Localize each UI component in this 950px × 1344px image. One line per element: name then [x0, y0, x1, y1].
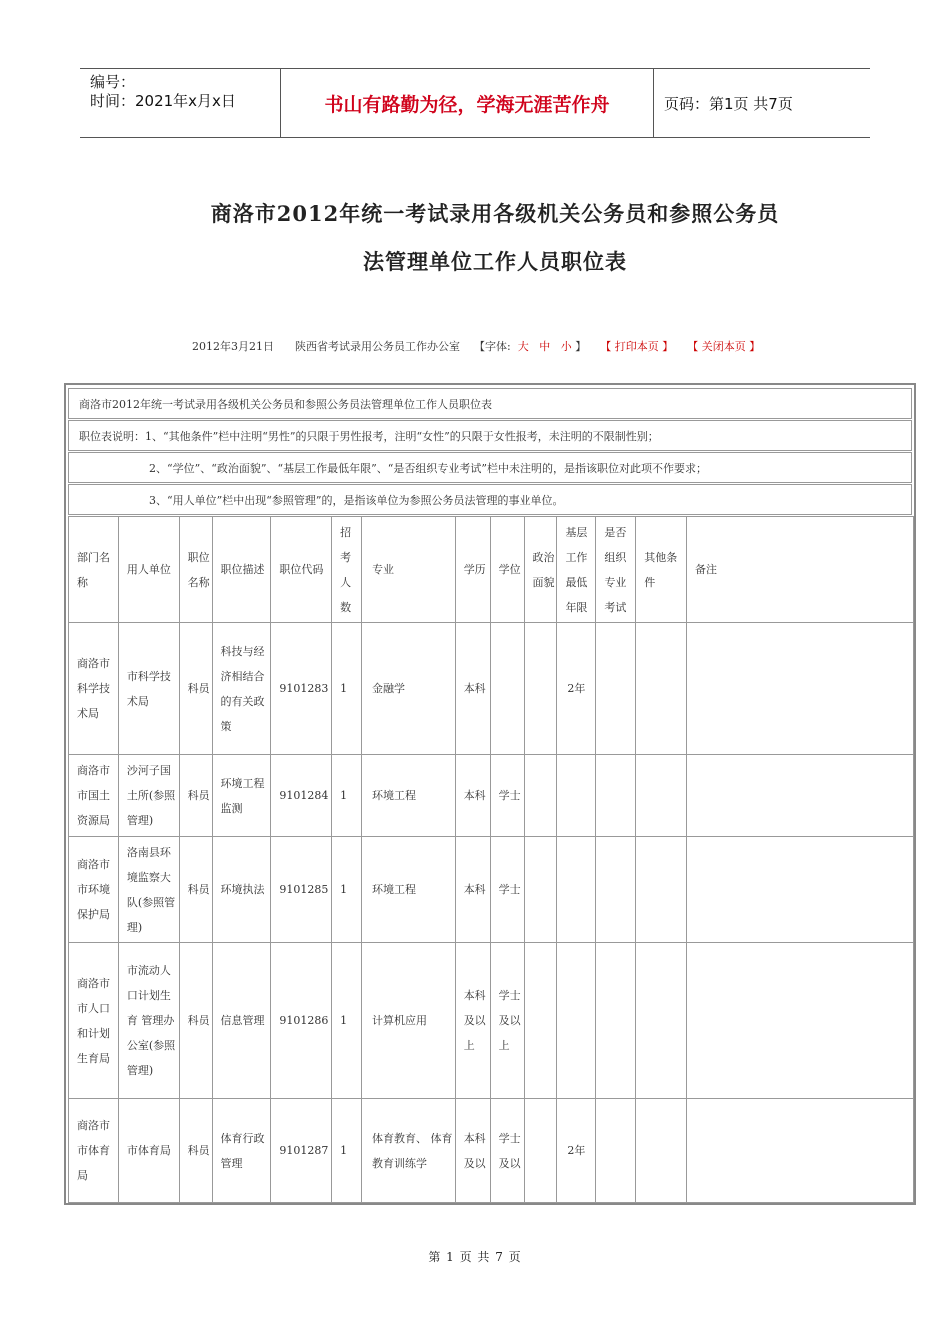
cell-major: 计算机应用 [362, 943, 456, 1099]
cell-edu: 本科 [455, 755, 490, 837]
cell-edu: 本科及以上 [455, 943, 490, 1099]
header-row [69, 517, 914, 623]
cell-desc: 体育行政管理 [212, 1099, 271, 1203]
col-header: 专业 [362, 517, 456, 623]
cell-unit: 市科学技术局 [118, 623, 179, 755]
cell-num: 1 [332, 755, 362, 837]
table-row [69, 943, 914, 1099]
cell-years [557, 837, 596, 943]
col-header: 职位代码 [271, 517, 332, 623]
cell-unit: 沙河子国土所(参照管理) [118, 755, 179, 837]
col-header: 职位描述 [212, 517, 271, 623]
cell-unit: 市体育局 [118, 1099, 179, 1203]
cell-years: 2年 [557, 623, 596, 755]
page-footer: 第 1 页 共 7 页 [428, 1250, 522, 1264]
cell-politics [524, 755, 557, 837]
table-row [69, 755, 914, 837]
col-header: 职位名称 [179, 517, 212, 623]
col-header: 用人单位 [118, 517, 179, 623]
table-note-2: 2、“学位”、“政治面貌”、“基层工作最低年限”、“是否组织专业考试”栏中未注明的，是指该职位对此项不作要求； [68, 452, 912, 483]
col-header: 学位 [490, 517, 524, 623]
cell-note [687, 755, 914, 837]
cell-note [687, 623, 914, 755]
cell-degree: 学士及以 [490, 1099, 524, 1203]
cell-desc: 信息管理 [212, 943, 271, 1099]
font-size-suffix: 】 [575, 340, 587, 353]
cell-code: 9101283 [271, 623, 332, 755]
document-header [80, 68, 870, 138]
cell-post: 科员 [179, 943, 212, 1099]
table-note-1: 职位表说明：1、“其他条件”栏中注明“男性”的只限于男性报考，注明“女性”的只限于女性报考，未注明的不限制性别； [68, 420, 912, 451]
cell-dept: 商洛市市人口和计划生育局 [69, 943, 119, 1099]
position-table [64, 383, 916, 1205]
table-row [69, 837, 914, 943]
number-label: 编号： [90, 73, 136, 91]
page-title-line2: 法管理单位工作人员职位表 [363, 249, 627, 274]
cell-code: 9101287 [271, 1099, 332, 1203]
col-header: 其他条件 [636, 517, 687, 623]
cell-code: 9101284 [271, 755, 332, 837]
cell-dept: 商洛市市国土资源局 [69, 755, 119, 837]
cell-dept: 商洛市市体育局 [69, 1099, 119, 1203]
close-page-link[interactable]: 【 关闭本页 】 [687, 340, 761, 353]
col-header: 部门名称 [69, 517, 119, 623]
cell-major: 环境工程 [362, 837, 456, 943]
cell-edu: 本科 [455, 837, 490, 943]
cell-politics [524, 943, 557, 1099]
cell-dept: 商洛市市环境保护局 [69, 837, 119, 943]
cell-exam [596, 755, 636, 837]
publish-date: 2012年3月21日 [192, 340, 274, 353]
cell-post: 科员 [179, 1099, 212, 1203]
cell-exam [596, 1099, 636, 1203]
cell-politics [524, 623, 557, 755]
cell-num: 1 [332, 1099, 362, 1203]
font-big-link[interactable]: 大 [517, 340, 529, 353]
cell-num: 1 [332, 943, 362, 1099]
cell-post: 科员 [179, 755, 212, 837]
cell-code: 9101286 [271, 943, 332, 1099]
col-header: 是否组织专业考试 [596, 517, 636, 623]
font-size-prefix: 【字体: [473, 340, 511, 353]
cell-other [636, 1099, 687, 1203]
cell-major: 体育教育、 体育教育训练学 [362, 1099, 456, 1203]
font-small-link[interactable]: 小 [560, 340, 572, 353]
cell-note [687, 943, 914, 1099]
cell-num: 1 [332, 623, 362, 755]
print-page-link[interactable]: 【 打印本页 】 [600, 340, 674, 353]
table-row [69, 623, 914, 755]
cell-code: 9101285 [271, 837, 332, 943]
cell-degree: 学士 [490, 755, 524, 837]
cell-desc: 环境执法 [212, 837, 271, 943]
cell-major: 环境工程 [362, 755, 456, 837]
table-row [69, 1099, 914, 1203]
cell-years: 2年 [557, 1099, 596, 1203]
cell-post: 科员 [179, 837, 212, 943]
position-grid [68, 516, 914, 1203]
cell-edu: 本科 [455, 623, 490, 755]
page-label: 页码：第1页 共7页 [664, 94, 793, 113]
cell-degree: 学士 [490, 837, 524, 943]
cell-years [557, 755, 596, 837]
col-header: 基层工作最低年限 [557, 517, 596, 623]
cell-degree [490, 623, 524, 755]
cell-edu: 本科及以 [455, 1099, 490, 1203]
cell-desc: 科技与经济相结合的有关政策 [212, 623, 271, 755]
cell-exam [596, 623, 636, 755]
table-caption: 商洛市2012年统一考试录用各级机关公务员和参照公务员法管理单位工作人员职位表 [68, 388, 912, 419]
cell-unit: 市流动人口计划生育 管理办公室(参照管理) [118, 943, 179, 1099]
publish-office: 陕西省考试录用公务员工作办公室 [294, 340, 460, 353]
cell-other [636, 943, 687, 1099]
cell-years [557, 943, 596, 1099]
cell-post: 科员 [179, 623, 212, 755]
cell-other [636, 755, 687, 837]
page-title-line1: 商洛市2012年统一考试录用各级机关公务员和参照公务员 [210, 201, 780, 226]
cell-other [636, 837, 687, 943]
cell-degree: 学士及以上 [490, 943, 524, 1099]
col-header: 备注 [687, 517, 914, 623]
cell-other [636, 623, 687, 755]
motto: 书山有路勤为径，学海无涯苦作舟 [281, 69, 654, 137]
cell-unit: 洛南县环境监察大队(参照管理) [118, 837, 179, 943]
header-info-cell [80, 69, 281, 137]
font-mid-link[interactable]: 中 [539, 340, 551, 353]
cell-exam [596, 943, 636, 1099]
cell-dept: 商洛市科学技术局 [69, 623, 119, 755]
col-header: 招考人数 [332, 517, 362, 623]
cell-politics [524, 837, 557, 943]
publish-meta [192, 338, 760, 354]
table-note-3: 3、“用人单位”栏中出现“参照管理”的，是指该单位为参照公务员法管理的事业单位。 [68, 484, 912, 515]
cell-num: 1 [332, 837, 362, 943]
cell-note [687, 837, 914, 943]
cell-exam [596, 837, 636, 943]
cell-note [687, 1099, 914, 1203]
col-header: 学历 [455, 517, 490, 623]
col-header: 政治面貌 [524, 517, 557, 623]
time-label: 时间：2021年x月x日 [90, 92, 236, 110]
cell-politics [524, 1099, 557, 1203]
cell-major: 金融学 [362, 623, 456, 755]
cell-desc: 环境工程监测 [212, 755, 271, 837]
